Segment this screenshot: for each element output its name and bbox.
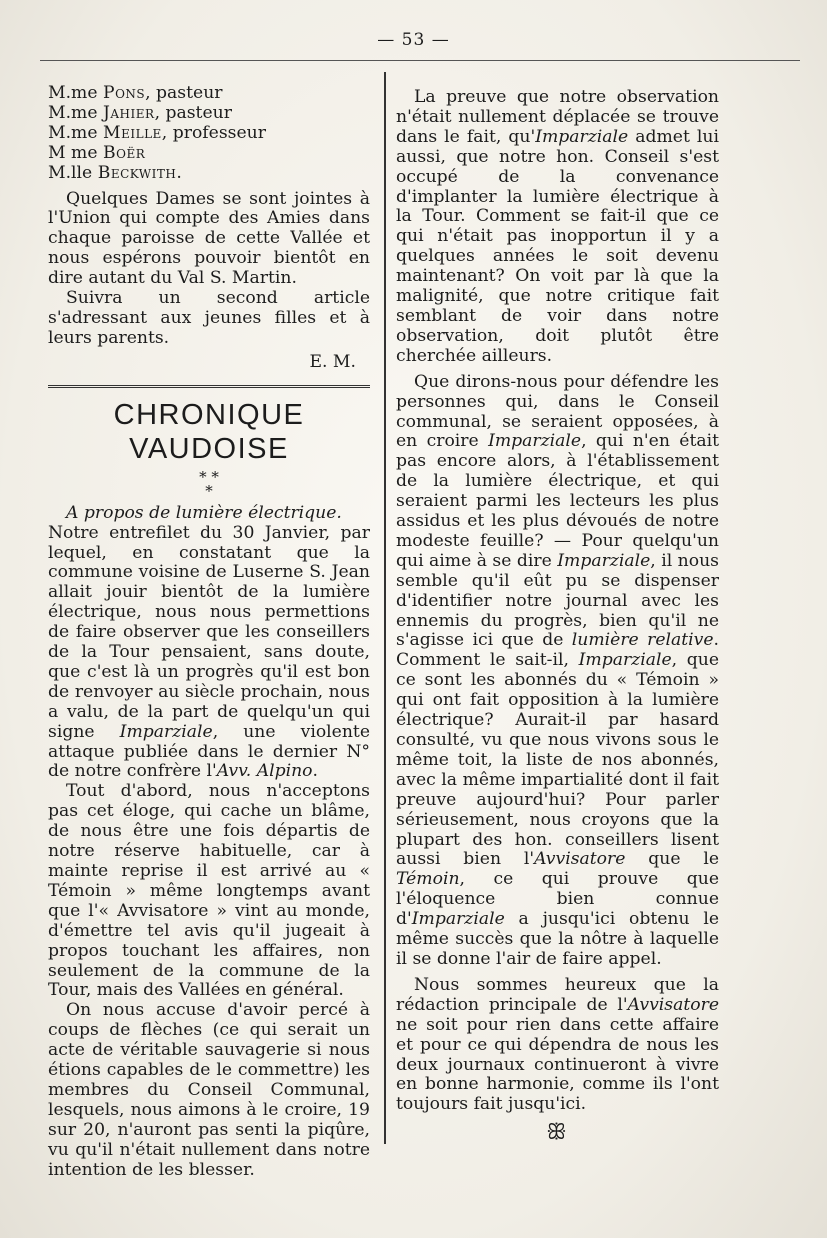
paragraph: Quelques Dames se sont jointes à l'Union qui compte des Amies dans chaque paroisse de cette Vallée et nous espérons pouvoir bientôt en dire autant du Val S. Martin. — [48, 188, 370, 289]
article-paragraph: La preuve que notre observation n'était nullement déplacée se trouve dans le fait, qu'Imparziale admet lui aussi, que notre hon. Conseil s'est occupé de la convenance d'implanter la lumière électrique à la Tour. Comment se fait-il que ce qui n'était pas inopportun il y a quelques années le soit devenu maintenant? On voit par là que la malignité, que notre critique fait semblant de voir dans notre observation, doit plutôt être cherchée ailleurs. — [396, 87, 719, 366]
member-line: M me Boër — [48, 142, 146, 163]
right-column — [396, 87, 719, 1146]
article-paragraph: Tout d'abord, nous n'acceptons pas cet éloge, qui cache un blâme, de nous être une fois départis de notre réserve habituelle, car à mainte reprise il est arrivé au « Témoin » même longtemps avant que l'« Avvisatore » vint au monde, d'émettre tel avis qu'il jugeait à propos touchant les affaires, non seulement de la commune de la Tour, mais des Vallées en général. — [48, 781, 370, 1001]
article-paragraph: On nous accuse d'avoir percé à coups de flèches (ce qui serait un acte de véritable sauvagerie si nous étions capables de le commettre) les membres du Conseil Communal, lesquels, nous aimons à le croire, 19 sur 20, n'auront pas senti la piqûre, vu qu'il n'était nullement dans notre intention de les blesser. — [48, 1000, 370, 1180]
article-paragraph: Que dirons-nous pour défendre les personnes qui, dans le Conseil communal, se seraient opposées, à en croire Imparziale, qui n'en était pas encore alors, à l'établissement de la lumière électrique, et qui seraient parmi les lecteurs les plus assidus et les plus dévoués de notre modeste feuille? — Pour quelqu'un qui aime à se dire Imparziale, il nous semble qu'il eût pu se dispenser d'identifier notre journal avec les ennemis du progrès, bien qu'il ne s'agisse ici que de lumière relative. Comment le sait-il, Imparziale, que ce sont les abonnés du « Témoin » qui ont fait opposition à la lumière électrique? Aurait-il par hasard consulté, vu que nous vivons sous le même toit, la liste de nos abonnés, avec la même impartialité dont il fait preuve aujourd'hui? Pour parler sérieusement, nous croyons que la plupart des hon. conseillers lisent aussi bien l'Avvisatore que le Témoin, ce qui prouve que l'éloquence bien connue d'Imparziale a jusqu'ici obtenu le même succès que la nôtre à laquelle il se donne l'air de faire appel. — [396, 371, 719, 969]
article-paragraph: Nous sommes heureux que la rédaction principale de l'Avvisatore ne soit pour rien dans cette affaire et pour ce qui dépendra de nous les deux journaux continueront à vivre en bonne harmonie, comme ils l'ont toujours fait jusqu'ici. — [396, 974, 719, 1115]
section-title: CHRONIQUE VAUDOISE — [113, 398, 305, 465]
member-line: M.lle Beckwith. — [48, 162, 182, 183]
asterism: * * * — [199, 467, 219, 500]
member-list — [48, 84, 370, 184]
member-line: M.me Meille, professeur — [48, 122, 266, 143]
page-number: — 53 — — [377, 30, 450, 50]
section-rule — [48, 385, 370, 388]
member-line: M.me Jahier, pasteur — [48, 102, 232, 123]
ornament-icon: ꕥ — [546, 1120, 569, 1146]
left-column — [48, 84, 370, 1181]
article-paragraph: Notre entrefilet du 30 Janvier, par lequel, en constatant que la commune voisine de Luserne S. Jean allait jouir bientôt de la lumière électrique, nous nous permettions de faire observer que les conseillers de la Tour pensaient, sans doute, que c'est là un progrès qu'il est bon de renvoyer au siècle prochain, nous a valu, de la part de quelqu'un qui signe Imparziale, une violente attaque publiée dans le dernier N° de notre confrère l'Avv. Alpino. — [48, 522, 370, 782]
article-paragraph — [48, 504, 370, 524]
article-subhead: A propos de lumière électrique. — [66, 502, 342, 523]
paragraph: Suivra un second article s'adressant aux jeunes filles et à leurs parents. — [48, 288, 370, 348]
column-divider — [384, 72, 386, 1144]
signature: E. M. — [309, 351, 356, 372]
member-line: M.me Pons, pasteur — [48, 83, 223, 103]
header-rule — [40, 60, 800, 61]
